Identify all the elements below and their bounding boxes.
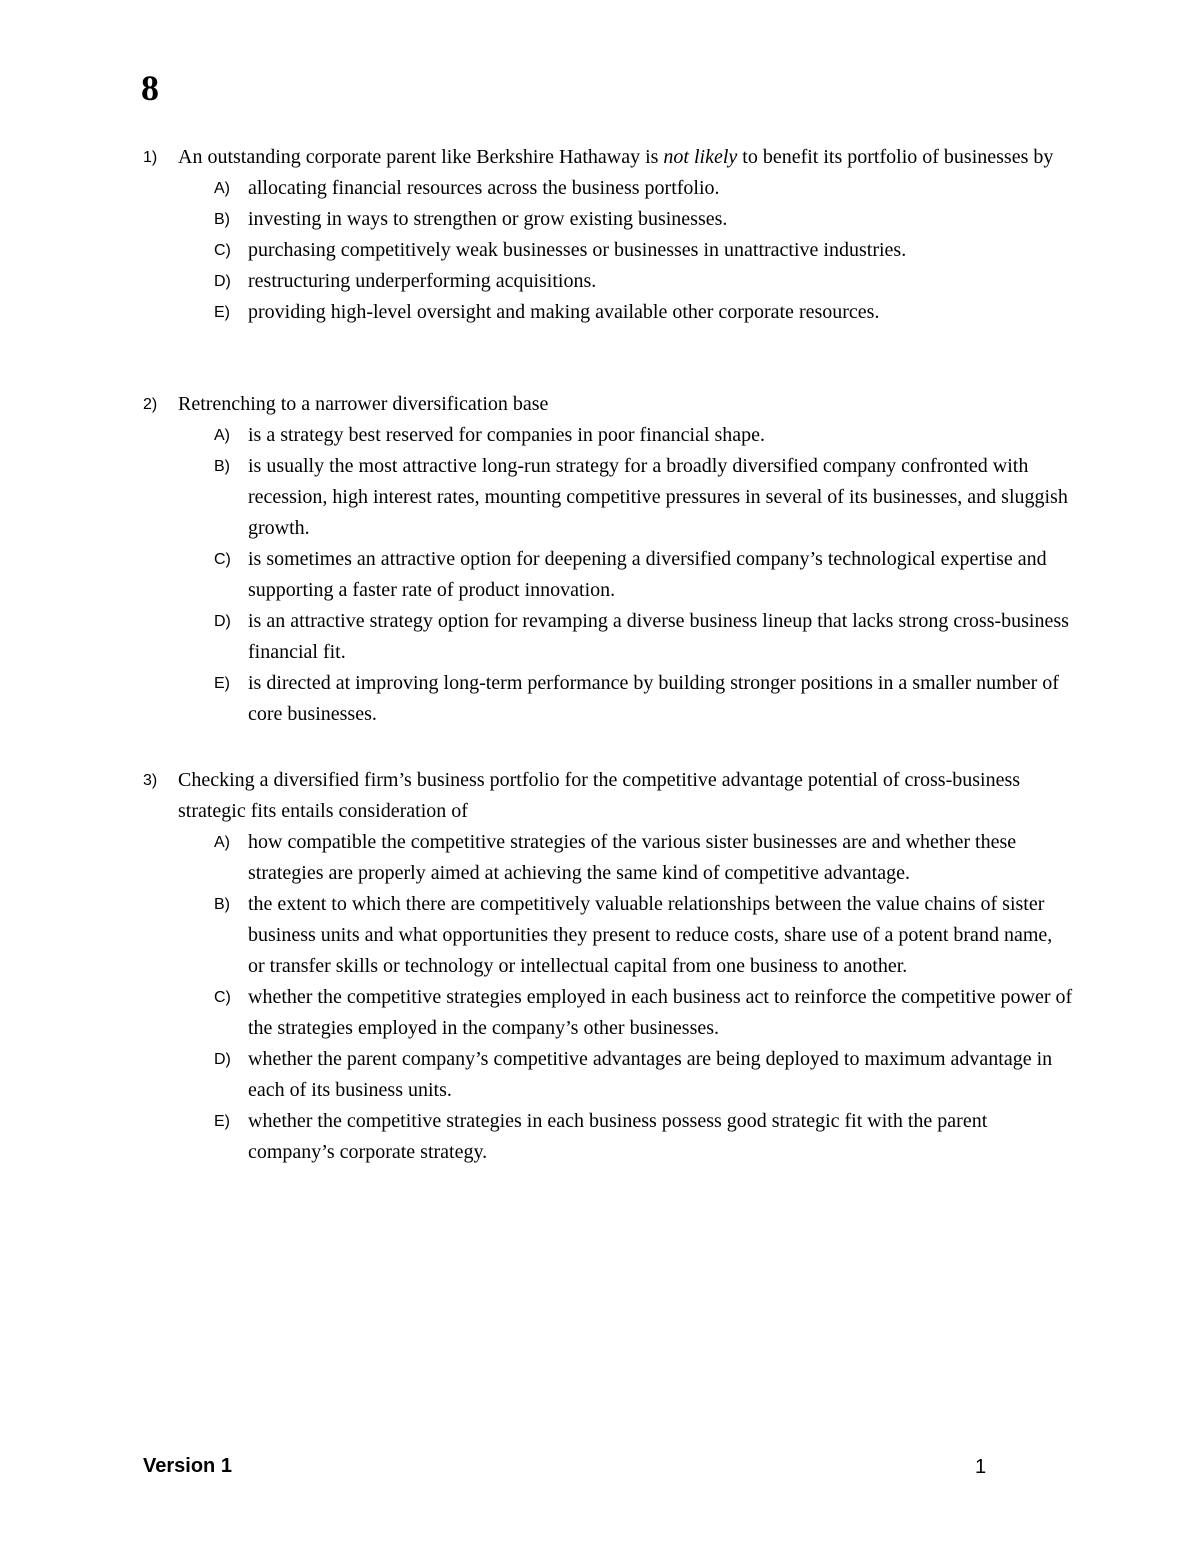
stem-text: Checking a diversified firm’s business portfolio for the competitive advantage potential of cross-business strategic fits entails consideration of	[178, 769, 1021, 822]
option-letter: D)	[214, 613, 231, 630]
option-b[interactable]	[143, 451, 1073, 544]
footer-version: Version 1	[143, 1455, 232, 1477]
option-letter: C)	[214, 989, 231, 1006]
option-text: is sometimes an attractive option for deepening a diversified company’s technological expertise and supporting a faster rate of product innovation.	[248, 548, 1047, 601]
option-c[interactable]	[143, 982, 1073, 1044]
option-letter: D)	[214, 1051, 231, 1068]
option-text: purchasing competitively weak businesses or businesses in unattractive industries.	[248, 239, 907, 261]
option-text: whether the competitive strategies employed in each business act to reinforce the competitive power of the strategies employed in the company’s other businesses.	[248, 986, 1073, 1039]
option-letter: A)	[214, 180, 230, 197]
chapter-number: 8	[141, 68, 159, 108]
option-b[interactable]	[143, 889, 1073, 982]
option-text: the extent to which there are competitively valuable relationships between the value chains of sister business units and what opportunities they present to reduce costs, share use of a potent brand name, or transfer skills or technology or intellectual capital from one business to another.	[248, 893, 1053, 977]
option-text: allocating financial resources across the business portfolio.	[248, 177, 720, 199]
question-stem	[143, 389, 1073, 420]
option-letter: A)	[214, 834, 230, 851]
option-b[interactable]	[143, 204, 1073, 235]
option-c[interactable]	[143, 544, 1073, 606]
option-text: is a strategy best reserved for companies in poor financial shape.	[248, 424, 766, 446]
stem-text-continued: to benefit its portfolio of businesses by	[737, 146, 1054, 168]
question-number: 2)	[143, 396, 158, 413]
option-text: how compatible the competitive strategies of the various sister businesses are and whether these strategies are properly aimed at achieving the same kind of competitive advantage.	[248, 831, 1017, 884]
option-a[interactable]	[143, 827, 1073, 889]
question-stem	[143, 765, 1073, 827]
question-number: 3)	[143, 772, 158, 789]
option-text: providing high-level oversight and making available other corporate resources.	[248, 301, 880, 323]
answer-options	[143, 827, 1073, 1168]
option-d[interactable]	[143, 606, 1073, 668]
question-number: 1)	[143, 149, 158, 166]
option-e[interactable]	[143, 668, 1073, 730]
option-text: whether the competitive strategies in each business possess good strategic fit with the parent company’s corporate strategy.	[248, 1110, 988, 1163]
option-a[interactable]	[143, 420, 1073, 451]
option-letter: C)	[214, 551, 231, 568]
option-text: whether the parent company’s competitive advantages are being deployed to maximum advantage in each of its business units.	[248, 1048, 1053, 1101]
option-e[interactable]	[143, 297, 1073, 328]
option-c[interactable]	[143, 235, 1073, 266]
option-letter: B)	[214, 896, 230, 913]
stem-emphasis: not likely	[663, 146, 738, 168]
option-letter: E)	[214, 1113, 230, 1130]
option-letter: B)	[214, 458, 230, 475]
stem-text: An outstanding corporate parent like Berkshire Hathaway is	[178, 146, 664, 168]
answer-options	[143, 420, 1073, 730]
option-letter: B)	[214, 211, 230, 228]
option-text: is directed at improving long-term performance by building stronger positions in a smaller number of core businesses.	[248, 672, 1059, 725]
option-letter: E)	[214, 304, 230, 321]
option-d[interactable]	[143, 266, 1073, 297]
option-letter: C)	[214, 242, 231, 259]
option-text: is an attractive strategy option for revamping a diverse business lineup that lacks strong cross-business financial fit.	[248, 610, 1069, 663]
stem-text: Retrenching to a narrower diversification base	[178, 393, 549, 415]
question-2	[143, 389, 1073, 730]
question-3	[143, 765, 1073, 1168]
question-stem	[143, 142, 1073, 173]
option-letter: E)	[214, 675, 230, 692]
question-1	[143, 142, 1073, 328]
option-letter: D)	[214, 273, 231, 290]
option-text: investing in ways to strengthen or grow existing businesses.	[248, 208, 728, 230]
answer-options	[143, 173, 1073, 328]
option-text: restructuring underperforming acquisitions.	[248, 270, 597, 292]
option-e[interactable]	[143, 1106, 1073, 1168]
option-d[interactable]	[143, 1044, 1073, 1106]
footer-page-number: 1	[975, 1456, 987, 1478]
option-letter: A)	[214, 427, 230, 444]
option-a[interactable]	[143, 173, 1073, 204]
option-text: is usually the most attractive long-run strategy for a broadly diversified company confronted with recession, high interest rates, mounting competitive pressures in several of its businesses, and sluggish growth.	[248, 455, 1068, 539]
